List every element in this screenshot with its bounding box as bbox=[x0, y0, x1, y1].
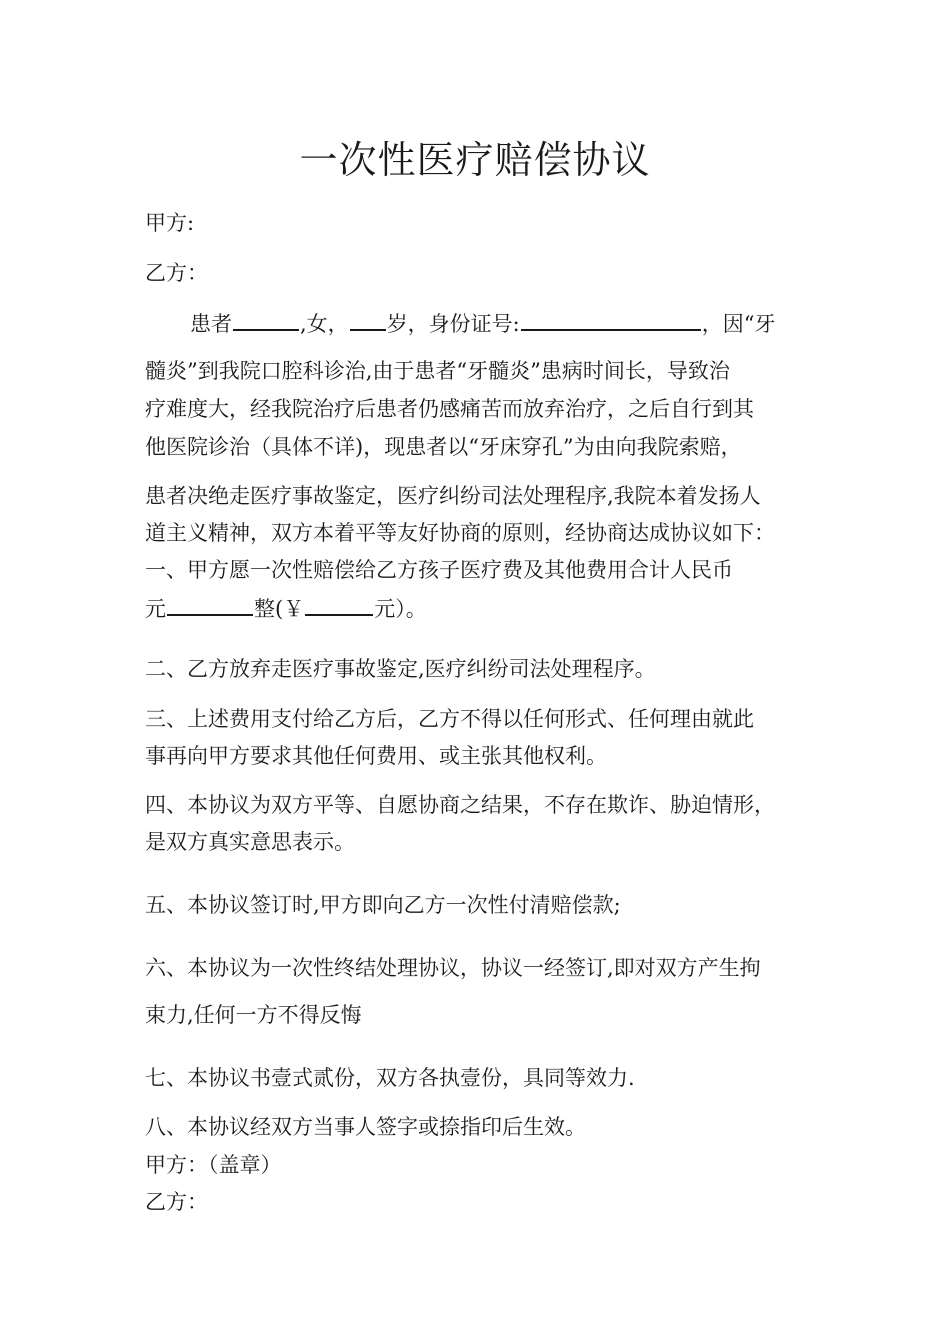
paragraph-line: 疗难度大，经我院治疗后患者仍感痛苦而放弃治疗，之后自行到其 bbox=[145, 397, 754, 421]
patient-info-line bbox=[190, 307, 776, 339]
clause-4-cont: 是双方真实意思表示。 bbox=[145, 830, 355, 854]
clause-3-cont: 事再向甲方要求其他任何费用、或主张其他权利。 bbox=[145, 744, 607, 768]
text-segment: 患者 bbox=[190, 312, 232, 336]
patient-name-blank bbox=[233, 307, 299, 331]
text-segment: 元 bbox=[145, 597, 166, 621]
text-segment: 整(￥ bbox=[254, 597, 305, 621]
clause-1-amount-line bbox=[145, 592, 427, 624]
text-segment: ,女， bbox=[300, 312, 349, 336]
paragraph-line: 患者决绝走医疗事故鉴定，医疗纠纷司法处理程序,我院本着发扬人 bbox=[145, 484, 761, 508]
clause-5: 五、本协议签订时,甲方即向乙方一次性付清赔偿款; bbox=[145, 893, 621, 917]
clause-7: 七、本协议书壹式贰份，双方各执壹份，具同等效力. bbox=[145, 1066, 635, 1090]
paragraph-line: 他医院诊治（具体不详)，现患者以“牙床穿孔”为由向我院索赔， bbox=[145, 435, 742, 459]
clause-4: 四、本协议为双方平等、自愿协商之结果，不存在欺诈、胁迫情形， bbox=[145, 793, 775, 817]
signature-party-a: 甲方：（盖章） bbox=[145, 1153, 282, 1177]
paragraph-line: 髓炎”到我院口腔科诊治,由于患者“牙髓炎”患病时间长，导致治 bbox=[145, 359, 730, 383]
text-segment: 岁，身份证号: bbox=[386, 312, 520, 336]
party-a-label: 甲方: bbox=[145, 211, 195, 235]
clause-6-cont: 束力,任何一方不得反悔 bbox=[145, 1003, 362, 1027]
text-segment: ，因“牙 bbox=[701, 312, 776, 336]
clause-2: 二、乙方放弃走医疗事故鉴定,医疗纠纷司法处理程序。 bbox=[145, 657, 656, 681]
clause-3: 三、上述费用支付给乙方后，乙方不得以任何形式、任何理由就此 bbox=[145, 707, 754, 731]
clause-1: 一、甲方愿一次性赔偿给乙方孩子医疗费及其他费用合计人民币 bbox=[145, 558, 733, 582]
clause-6: 六、本协议为一次性终结处理协议，协议一经签订,即对双方产生拘 bbox=[145, 956, 761, 980]
party-b-label: 乙方： bbox=[145, 261, 208, 285]
paragraph-line: 道主义精神，双方本着平等友好协商的原则，经协商达成协议如下： bbox=[145, 521, 775, 545]
id-number-blank bbox=[521, 307, 701, 331]
amount-words-blank bbox=[167, 592, 253, 616]
document-title: 一次性医疗赔偿协议 bbox=[299, 138, 651, 182]
amount-number-blank bbox=[305, 592, 373, 616]
text-segment: 元）。 bbox=[374, 597, 427, 621]
clause-8: 八、本协议经双方当事人签字或捺指印后生效。 bbox=[145, 1115, 586, 1139]
signature-party-b: 乙方： bbox=[145, 1190, 208, 1214]
age-blank bbox=[350, 307, 386, 331]
